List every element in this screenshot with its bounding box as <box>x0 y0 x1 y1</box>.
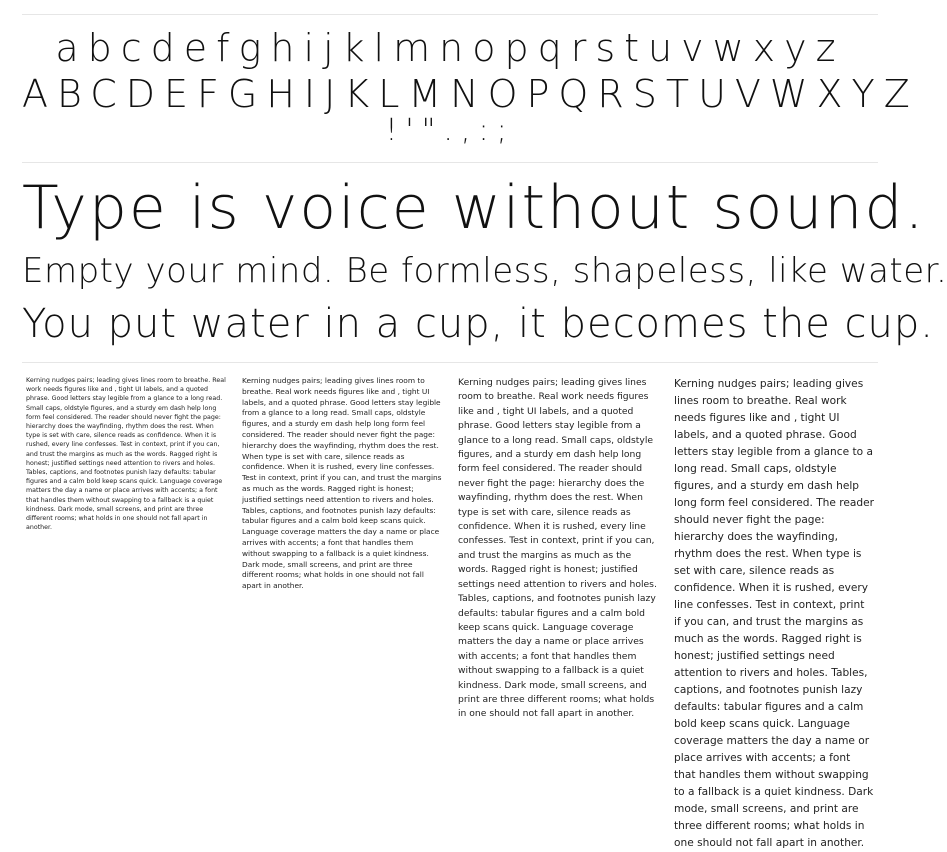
text-column-large: Kerning nudges pairs; leading gives lines room to breathe. Real work needs figures like and , tight UI labels, and a quoted phrase. Good letters stay legible from a glance to a long read. Small caps, oldstyle figures, and a sturdy em dash help long form feel considered. The reader should never fight the page: hierarchy does the wayfinding, rhythm does the rest. When type is set with care, silence reads as confidence. When it is rushed, every line confesses. Test in context, print if you can, and trust the margins as much as the words. Ragged right is honest; justified settings need attention to rivers and holes. Tables, captions, and footnotes punish lazy defaults: tabular figures and a calm bold keep scans quick. Language coverage matters the day a name or place arrives with accents; a font that handles them without swapping to a fallback is a quiet kindness. Dark mode, small screens, and print are three different rooms; what holds in one should not fall apart in another. <box>458 377 657 720</box>
punctuation-glyph-row: !'".,:; <box>385 113 515 148</box>
headline-sample: Type is voice without sound. <box>22 173 926 243</box>
top-divider <box>22 14 878 15</box>
lowercase-glyph-row: abcdefghijklmnopqrstuvwxyz <box>55 26 845 70</box>
text-column-xlarge: Kerning nudges pairs; leading gives lines room to breathe. Real work needs figures like and , tight UI labels, and a quoted phrase. Good letters stay legible from a glance to a long read. Small caps, oldstyle figures, and a sturdy em dash help long form feel considered. The reader should never fight the page: hierarchy does the wayfinding, rhythm does the rest. When type is set with care, silence reads as confidence. When it is rushed, every line confesses. Test in context, print if you can, and trust the margins as much as the words. Ragged right is honest; justified settings need attention to rivers and holes. Tables, captions, and footnotes punish lazy defaults: tabular figures and a calm bold keep scans quick. Language coverage matters the day a name or place arrives with accents; a font that handles them without swapping to a fallback is a quiet kindness. Dark mode, small screens, and print are three different rooms; what holds in one should not fall apart in another. <box>674 378 874 849</box>
uppercase-glyph-row: ABCDEFGHIJKLMNOPQRSTUVWXYZ <box>22 72 919 116</box>
sample-line-2: Empty your mind. Be formless, shapeless, like water. <box>22 251 947 291</box>
glyph-divider <box>22 162 878 163</box>
text-column-medium: Kerning nudges pairs; leading gives lines room to breathe. Real work needs figures like and , tight UI labels, and a quoted phrase. Good letters stay legible from a glance to a long read. Small caps, oldstyle figures, and a sturdy em dash help long form feel considered. The reader should never fight the page: hierarchy does the wayfinding, rhythm does the rest. When type is set with care, silence reads as confidence. When it is rushed, every line confesses. Test in context, print if you can, and trust the margins as much as the words. Ragged right is honest; justified settings need attention to rivers and holes. Tables, captions, and footnotes punish lazy defaults: tabular figures and a calm bold keep scans quick. Language coverage matters the day a name or place arrives with accents; a font that handles them without swapping to a fallback is a quiet kindness. Dark mode, small screens, and print are three different rooms; what holds in one should not fall apart in another. <box>242 376 442 591</box>
sample-line-3: You put water in a cup, it becomes the cup. <box>22 301 934 347</box>
sample-divider <box>22 362 878 363</box>
text-column-small: Kerning nudges pairs; leading gives lines room to breathe. Real work needs figures like and , tight UI labels, and a quoted phrase. Good letters stay legible from a glance to a long read. Small caps, oldstyle figures, and a sturdy em dash help long form feel considered. The reader should never fight the page: hierarchy does the wayfinding, rhythm does the rest. When type is set with care, silence reads as confidence. When it is rushed, every line confesses. Test in context, print if you can, and trust the margins as much as the words. Ragged right is honest; justified settings need attention to rivers and holes. Tables, captions, and footnotes punish lazy defaults: tabular figures and a calm bold keep scans quick. Language coverage matters the day a name or place arrives with accents; a font that handles them without swapping to a fallback is a quiet kindness. Dark mode, small screens, and print are three different rooms; what holds in one should not fall apart in another. <box>26 377 226 532</box>
